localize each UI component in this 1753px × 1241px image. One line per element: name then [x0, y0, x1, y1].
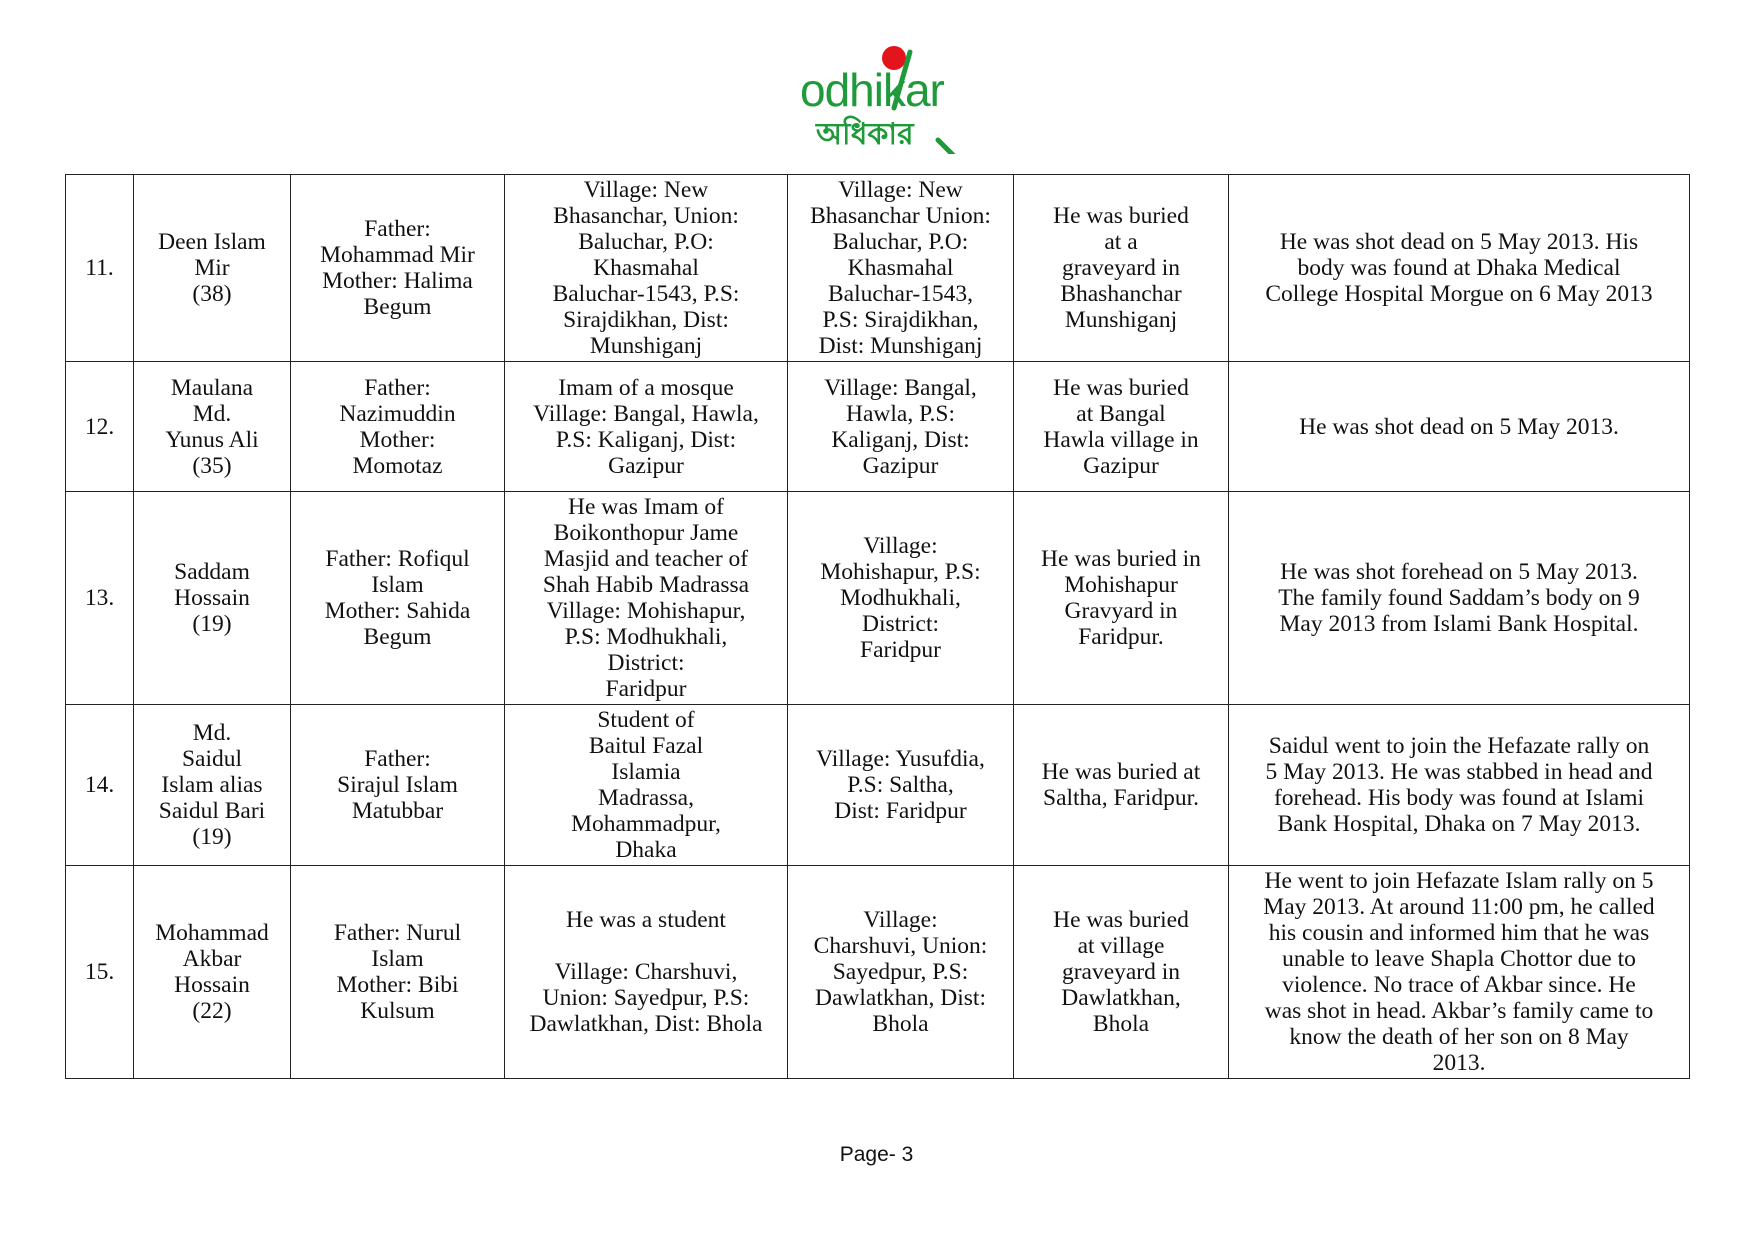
victim-parents: Father: Rofiqul Islam Mother: Sahida Begum — [291, 492, 505, 705]
victim-address: Village: Yusufdia, P.S: Saltha, Dist: Faridpur — [788, 705, 1014, 866]
row-number: 14. — [66, 705, 134, 866]
victim-details: Saidul went to join the Hefazate rally on 5 May 2013. He was stabbed in head and forehead. His body was found at Islami Bank Hospital, Dhaka on 7 May 2013. — [1229, 705, 1690, 866]
row-number: 13. — [66, 492, 134, 705]
victim-name: Saddam Hossain (19) — [134, 492, 291, 705]
victim-burial: He was buried at a graveyard in Bhashanchar Munshiganj — [1014, 175, 1229, 362]
odhikar-logo — [798, 44, 968, 154]
row-number: 12. — [66, 362, 134, 492]
table-row — [66, 866, 1690, 1079]
odhikar-logo-graphic — [798, 44, 968, 154]
table-row — [66, 705, 1690, 866]
page-number: Page- 3 — [839, 1143, 914, 1166]
victim-burial: He was buried at Bangal Hawla village in Gazipur — [1014, 362, 1229, 492]
victim-burial: He was buried at Saltha, Faridpur. — [1014, 705, 1229, 866]
victim-parents: Father: Nazimuddin Mother: Momotaz — [291, 362, 505, 492]
victim-address: Village: New Bhasanchar Union: Baluchar, P.O: Khasmahal Baluchar-1543, P.S: Sirajdikhan, Dist: Munshiganj — [788, 175, 1014, 362]
victim-address: Village: Charshuvi, Union: Sayedpur, P.S: Dawlatkhan, Dist: Bhola — [788, 866, 1014, 1079]
row-number: 15. — [66, 866, 134, 1079]
victim-parents: Father: Mohammad Mir Mother: Halima Begum — [291, 175, 505, 362]
victim-details: He was shot dead on 5 May 2013. His body was found at Dhaka Medical College Hospital Morgue on 6 May 2013 — [1229, 175, 1690, 362]
logo-r-tail — [938, 140, 954, 154]
victim-details: He went to join Hefazate Islam rally on 5 May 2013. At around 11:00 pm, he called his cousin and informed him that he was unable to leave Shapla Chottor due to violence. No trace of Akbar since. He was shot in head. Akbar’s family came to know the death of her son on 8 May 2013. — [1229, 866, 1690, 1079]
row-number: 11. — [66, 175, 134, 362]
victim-occupation-address: He was a student Village: Charshuvi, Union: Sayedpur, P.S: Dawlatkhan, Dist: Bhola — [505, 866, 788, 1079]
victim-occupation-address: Student of Baitul Fazal Islamia Madrassa, Mohammadpur, Dhaka — [505, 705, 788, 866]
victim-parents: Father: Nurul Islam Mother: Bibi Kulsum — [291, 866, 505, 1079]
victim-name: Deen Islam Mir (38) — [134, 175, 291, 362]
logo-text-bengali: অধিকার — [816, 117, 914, 152]
victim-occupation-address: He was Imam of Boikonthopur Jame Masjid and teacher of Shah Habib Madrassa Village: Mohishapur, P.S: Modhukhali, District: Faridpur — [505, 492, 788, 705]
victim-burial: He was buried in Mohishapur Gravyard in Faridpur. — [1014, 492, 1229, 705]
victim-occupation-address: Village: New Bhasanchar, Union: Baluchar, P.O: Khasmahal Baluchar-1543, P.S: Sirajdikhan, Dist: Munshiganj — [505, 175, 788, 362]
victims-table — [65, 174, 1690, 1079]
victim-address: Village: Mohishapur, P.S: Modhukhali, District: Faridpur — [788, 492, 1014, 705]
victim-details: He was shot forehead on 5 May 2013. The family found Saddam’s body on 9 May 2013 from Islami Bank Hospital. — [1229, 492, 1690, 705]
table-row — [66, 492, 1690, 705]
victim-parents: Father: Sirajul Islam Matubbar — [291, 705, 505, 866]
table-row — [66, 362, 1690, 492]
victim-burial: He was buried at village graveyard in Dawlatkhan, Bhola — [1014, 866, 1229, 1079]
victim-name: Maulana Md. Yunus Ali (35) — [134, 362, 291, 492]
victim-details: He was shot dead on 5 May 2013. — [1229, 362, 1690, 492]
victim-name: Mohammad Akbar Hossain (22) — [134, 866, 291, 1079]
logo-text-english: odhikar — [800, 64, 944, 116]
table-row — [66, 175, 1690, 362]
victim-occupation-address: Imam of a mosque Village: Bangal, Hawla, P.S: Kaliganj, Dist: Gazipur — [505, 362, 788, 492]
victim-name: Md. Saidul Islam alias Saidul Bari (19) — [134, 705, 291, 866]
victim-address: Village: Bangal, Hawla, P.S: Kaliganj, Dist: Gazipur — [788, 362, 1014, 492]
